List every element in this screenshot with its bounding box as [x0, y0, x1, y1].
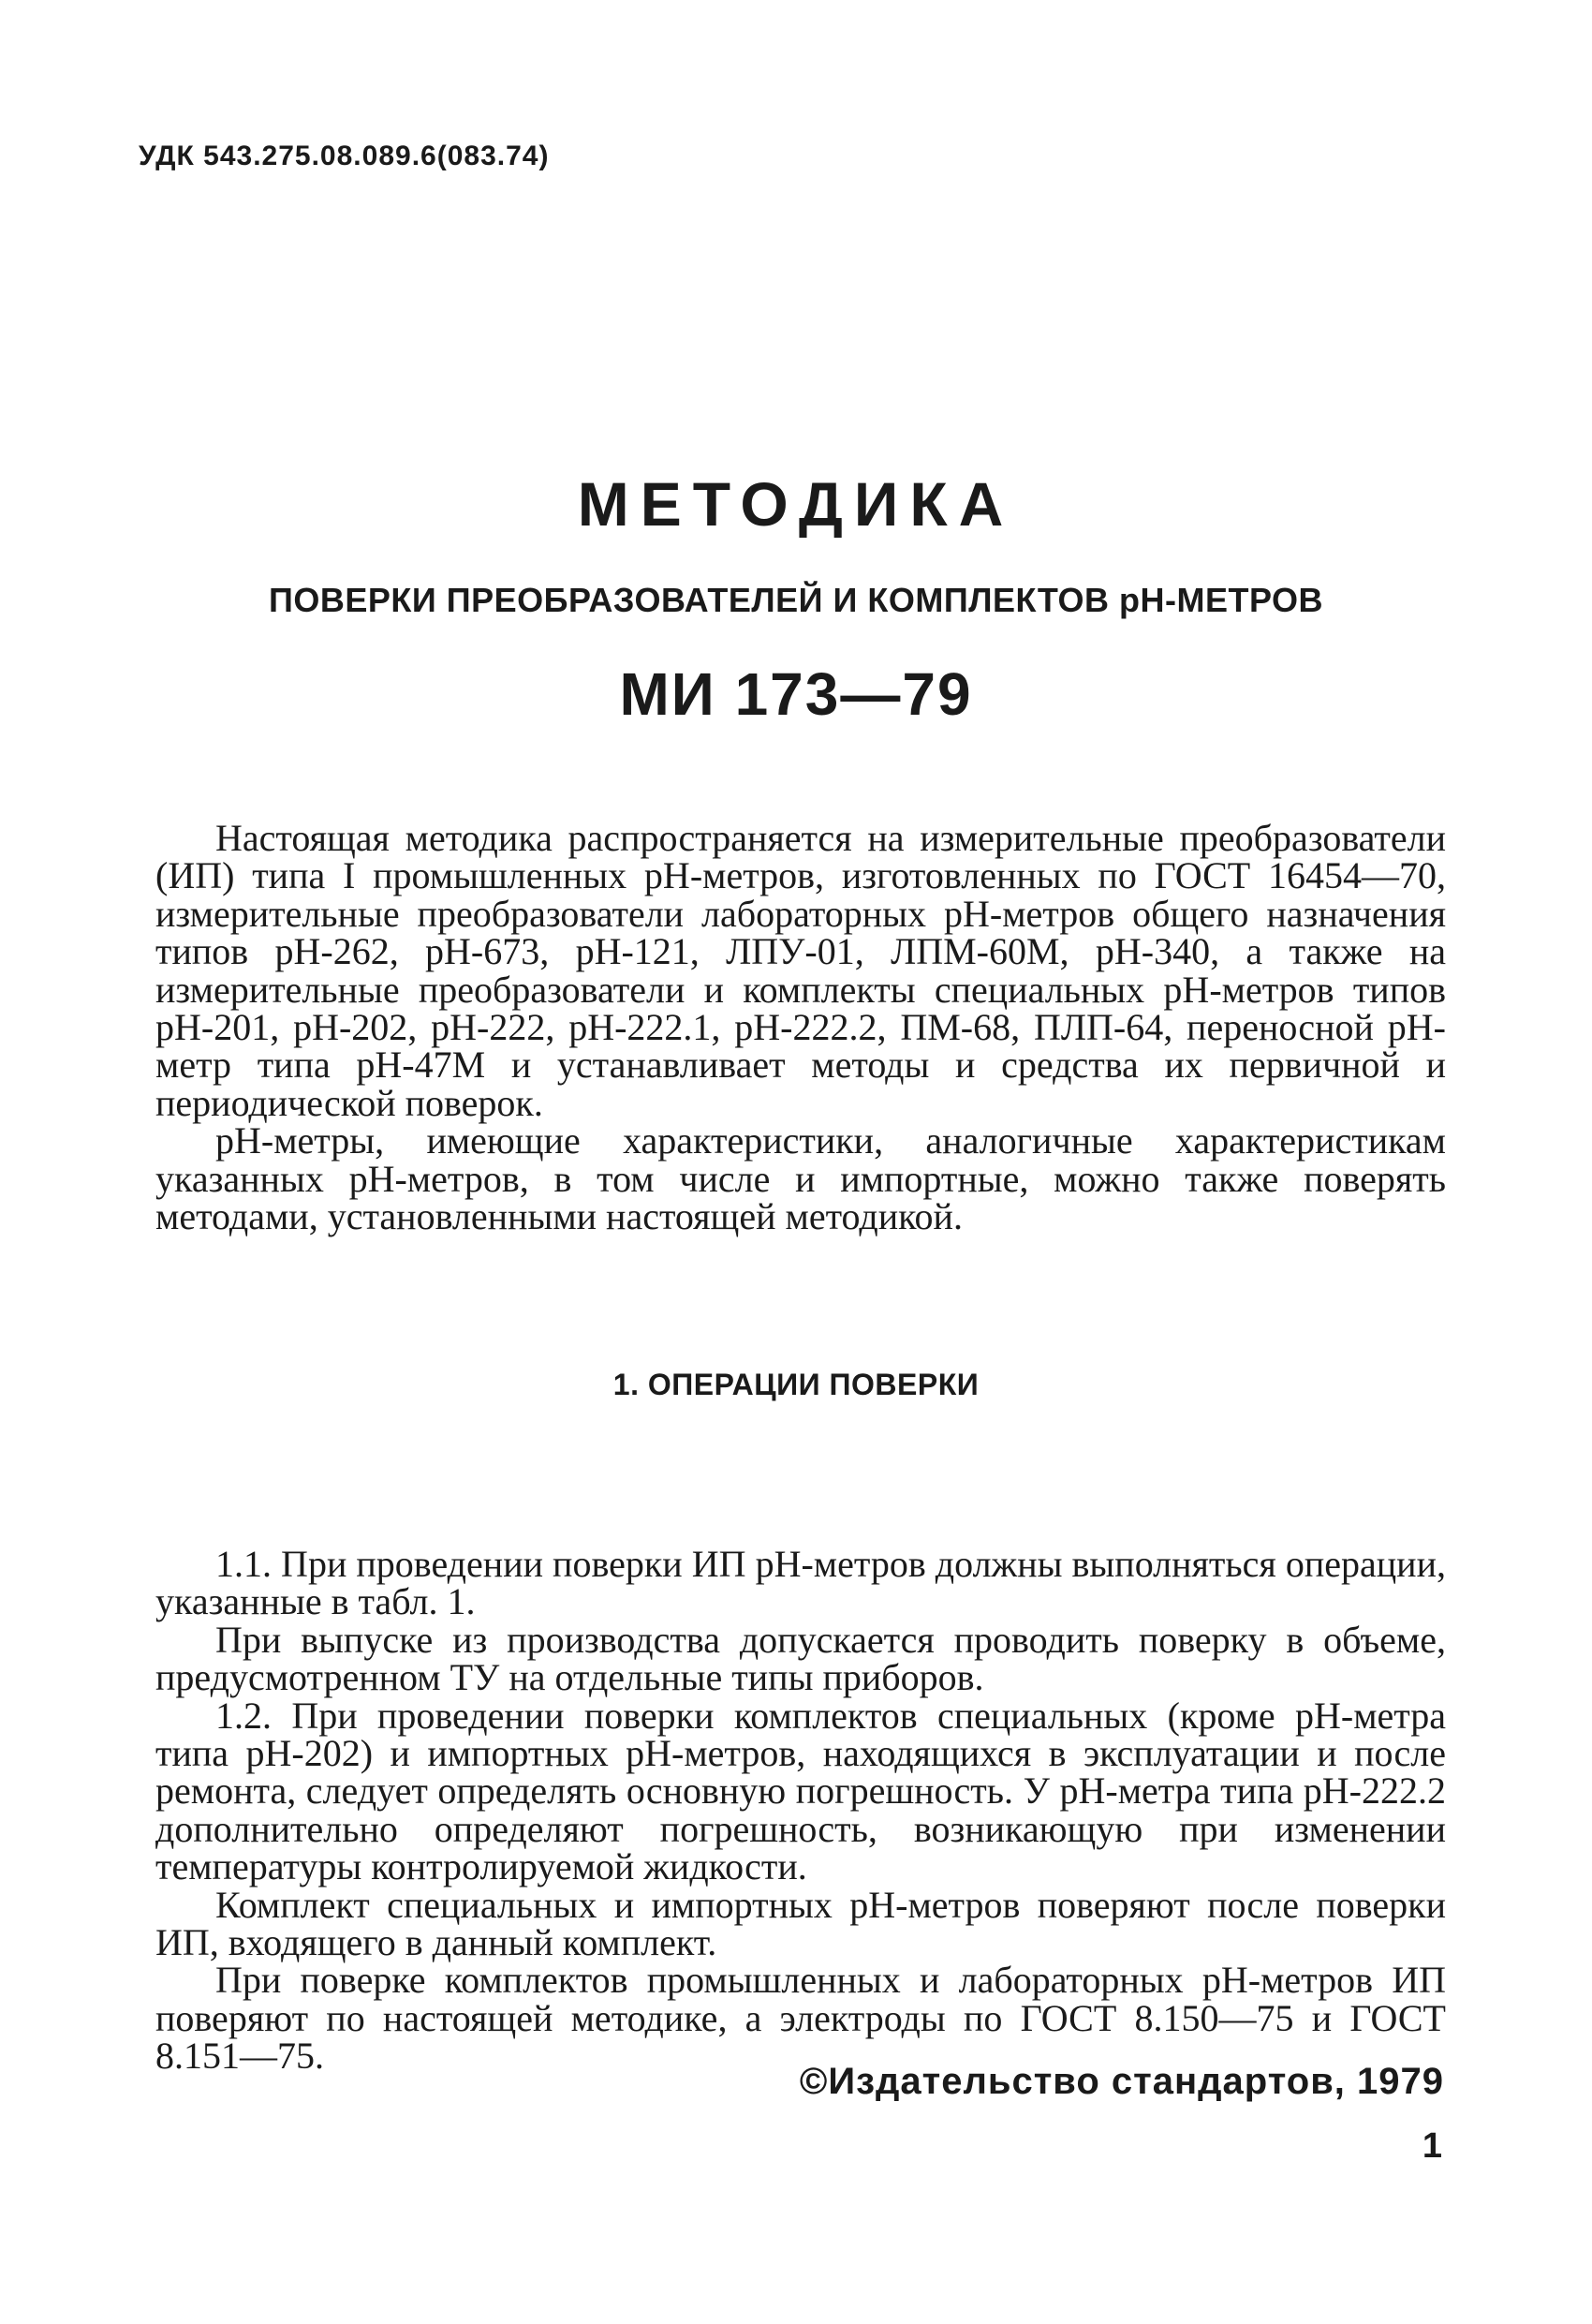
- paragraph: Настоящая методика распространяется на измерительные преобразователи (ИП) типа I промышленных рН-метров, изготовленных по ГОСТ 16454—70, измерительные преобразователи лабораторных рН-метров общего назначения типов рН-262, рН-673, рН-121, ЛПУ-01, ЛПМ-60М, рН-340, а также на измерительные преобразователи и комплекты специальных рН-метров типов рН-201, рН-202, рН-222, рН-222.1, рН-222.2, ПМ-68, ПЛП-64, переносной рН-метр типа рН-47М и устанавливает методы и средства их первичной и периодической поверок.: [155, 817, 1446, 1124]
- document-code: МИ 173—79: [619, 660, 973, 728]
- document-subtitle: ПОВЕРКИ ПРЕОБРАЗОВАТЕЛЕЙ И КОМПЛЕКТОВ рН-МЕТРОВ: [269, 581, 1323, 619]
- paragraph: При выпуске из производства допускается проводить поверку в объеме, предусмотренном ТУ на отдельные типы приборов.: [155, 1618, 1446, 1699]
- document-title: МЕТОДИКА: [577, 469, 1015, 539]
- paragraph: 1.1. При проведении поверки ИП рН-метров должны выполняться операции, указанные в табл. 1.: [155, 1543, 1446, 1623]
- paragraph: При поверке комплектов промышленных и лабораторных рН-метров ИП поверяют по настоящей методике, а электроды по ГОСТ 8.150—75 и ГОСТ 8.151—75.: [155, 1959, 1446, 2078]
- copyright: ©Издательство стандартов, 1979: [799, 2061, 1444, 2102]
- intro-text: [155, 817, 1446, 1238]
- paragraph: 1.2. При проведении поверки комплектов специальных (кроме рН-метра типа рН-202) и импортных рН-метров, находящихся в эксплуатации и после ремонта, следует определять основную погрешность. У рН-метра типа рН-222.2 дополнительно определяют погрешность, возникающую при изменении температуры контролируемой жидкости.: [155, 1694, 1446, 1888]
- udk-code: УДК 543.275.08.089.6(083.74): [139, 141, 550, 171]
- section-text: [155, 1543, 1446, 2078]
- section-heading: 1. ОПЕРАЦИИ ПОВЕРКИ: [612, 1368, 980, 1401]
- page-number: 1: [1422, 2126, 1442, 2166]
- paragraph: Комплект специальных и импортных рН-метров поверяют после поверки ИП, входящего в данный комплект.: [155, 1883, 1446, 1964]
- paragraph: рН-метры, имеющие характеристики, аналогичные характеристикам указанных рН-метров, в том числе и импортные, можно также поверять методами, установленными настоящей методикой.: [155, 1119, 1446, 1238]
